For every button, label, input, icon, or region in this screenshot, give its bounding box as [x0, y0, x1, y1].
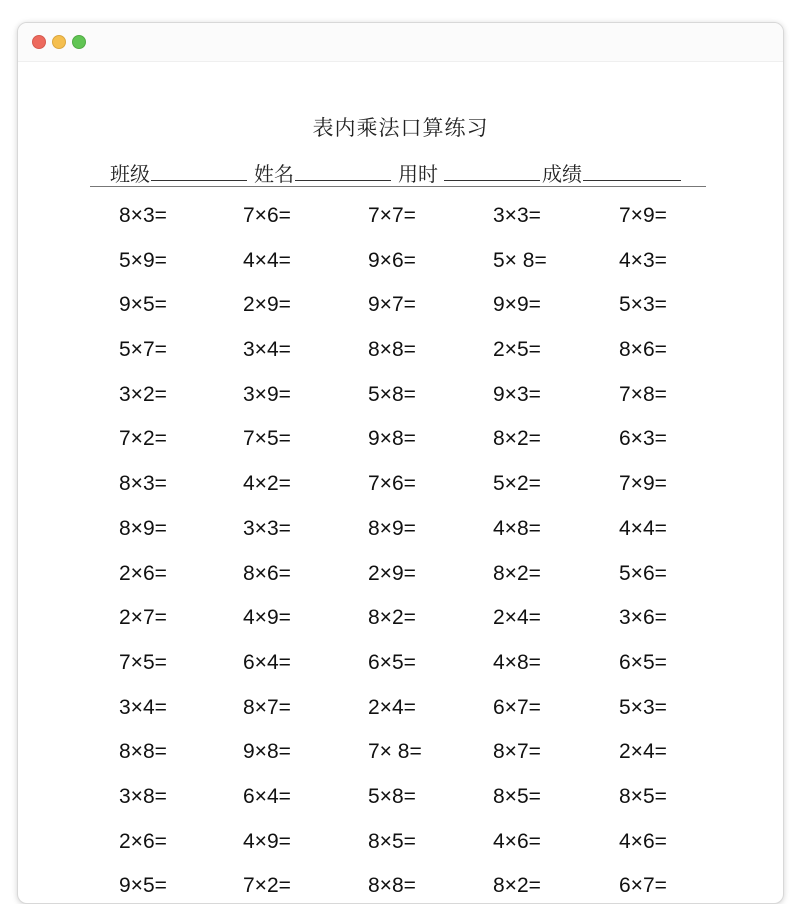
problem-cell: 2×6= [119, 829, 167, 853]
score-blank[interactable] [583, 160, 681, 181]
problem-cell: 4×2= [243, 472, 291, 496]
problem-cell: 3×3= [493, 204, 541, 227]
problem-cell: 2×4= [619, 740, 667, 764]
problem-cell: 7×8= [619, 382, 667, 406]
problem-cell: 8×2= [493, 874, 541, 898]
problem-row [18, 201, 783, 246]
problem-cell: 7×5= [119, 650, 167, 674]
name-field [254, 158, 391, 187]
problem-cell: 8×5= [493, 784, 541, 808]
problem-cell: 8×5= [368, 829, 416, 853]
problem-cell: 5×8= [368, 382, 416, 406]
problem-cell: 2×4= [493, 606, 541, 630]
problem-cell: 4×8= [493, 650, 541, 674]
problem-cell: 2×5= [493, 338, 541, 362]
problem-cell: 5× 8= [493, 248, 547, 272]
problem-cell: 8×2= [493, 427, 541, 451]
problem-cell: 8×9= [368, 516, 416, 540]
problem-row [18, 782, 783, 827]
problem-row [18, 648, 783, 693]
problem-cell: 9×8= [368, 427, 416, 451]
name-blank[interactable] [295, 160, 391, 181]
problem-cell: 5×6= [619, 561, 667, 585]
problem-cell: 7×2= [119, 427, 167, 451]
worksheet-title: 表内乘法口算练习 [312, 116, 489, 140]
problem-cell: 4×4= [619, 516, 667, 540]
maximize-icon[interactable] [72, 35, 86, 49]
problem-row [18, 424, 783, 469]
problem-cell: 6×4= [243, 784, 291, 808]
class-blank[interactable] [151, 160, 247, 181]
problem-cell: 4×6= [493, 829, 541, 853]
problem-row [18, 871, 783, 904]
close-icon[interactable] [32, 35, 46, 49]
minimize-icon[interactable] [52, 35, 66, 49]
problem-cell: 4×6= [619, 829, 667, 853]
time-label: 用时 [398, 162, 438, 186]
problem-row [18, 827, 783, 872]
problem-cell: 2×6= [119, 561, 167, 585]
problem-cell: 5×3= [619, 293, 667, 317]
problem-cell: 8×2= [493, 561, 541, 585]
problem-cell: 7×7= [368, 204, 416, 227]
time-field [398, 158, 540, 187]
problem-cell: 3×9= [243, 382, 291, 406]
problem-cell: 5×9= [119, 248, 167, 272]
problem-cell: 3×2= [119, 382, 167, 406]
problem-cell: 8×5= [619, 784, 667, 808]
problem-cell: 9×3= [493, 382, 541, 406]
problem-cell: 6×5= [619, 650, 667, 674]
problem-cell: 8×8= [368, 874, 416, 898]
problem-cell: 9×5= [119, 293, 167, 317]
problem-cell: 3×4= [119, 695, 167, 719]
problem-row [18, 603, 783, 648]
class-label: 班级 [110, 162, 150, 186]
problem-row [18, 380, 783, 425]
problem-row [18, 514, 783, 559]
problem-cell: 8×8= [119, 740, 167, 764]
problem-cell: 6×7= [493, 695, 541, 719]
problem-cell: 8×7= [493, 740, 541, 764]
problem-cell: 5×8= [368, 784, 416, 808]
problem-cell: 4×3= [619, 248, 667, 272]
problem-cell: 8×9= [119, 516, 167, 540]
problem-cell: 4×4= [243, 248, 291, 272]
problem-row [18, 335, 783, 380]
problem-cell: 6×5= [368, 650, 416, 674]
problem-cell: 9×9= [493, 293, 541, 317]
problem-cell: 2×7= [119, 606, 167, 630]
problem-cell: 8×8= [368, 338, 416, 362]
score-label: 成绩 [542, 162, 582, 186]
problem-row [18, 290, 783, 335]
worksheet-page [18, 62, 783, 903]
problem-cell: 7×6= [368, 472, 416, 496]
problem-cell: 8×3= [119, 472, 167, 496]
problem-cell: 8×6= [243, 561, 291, 585]
problem-cell: 5×2= [493, 472, 541, 496]
problem-row [18, 469, 783, 514]
problem-cell: 3×8= [119, 784, 167, 808]
problem-cell: 8×7= [243, 695, 291, 719]
problem-cell: 6×7= [619, 874, 667, 898]
problem-cell: 3×4= [243, 338, 291, 362]
problem-cell: 5×3= [619, 695, 667, 719]
problem-cell: 9×8= [243, 740, 291, 764]
problem-cell: 5×7= [119, 338, 167, 362]
problem-cell: 8×3= [119, 204, 167, 227]
problem-cell: 9×5= [119, 874, 167, 898]
class-field [110, 158, 247, 187]
problem-cell: 7× 8= [368, 740, 422, 764]
problem-row [18, 693, 783, 738]
problem-row [18, 559, 783, 604]
problem-cell: 6×4= [243, 650, 291, 674]
app-window [17, 22, 784, 904]
problem-cell: 7×9= [619, 472, 667, 496]
problem-cell: 7×2= [243, 874, 291, 898]
time-blank[interactable] [444, 160, 540, 181]
problem-cell: 9×6= [368, 248, 416, 272]
problem-cell: 2×9= [368, 561, 416, 585]
problem-cell: 7×5= [243, 427, 291, 451]
problem-row [18, 246, 783, 291]
problem-cell: 9×7= [368, 293, 416, 317]
problem-cell: 4×9= [243, 606, 291, 630]
problem-cell: 6×3= [619, 427, 667, 451]
problem-cell: 2×4= [368, 695, 416, 719]
problem-cell: 7×9= [619, 204, 667, 227]
problem-cell: 4×8= [493, 516, 541, 540]
problem-cell: 4×9= [243, 829, 291, 853]
name-label: 姓名 [254, 162, 294, 186]
score-field [542, 158, 681, 187]
problem-cell: 2×9= [243, 293, 291, 317]
problem-cell: 7×6= [243, 204, 291, 227]
problem-cell: 3×6= [619, 606, 667, 630]
problem-cell: 3×3= [243, 516, 291, 540]
problem-grid [18, 201, 783, 904]
problem-row [18, 737, 783, 782]
problem-cell: 8×2= [368, 606, 416, 630]
title-bar [18, 23, 783, 62]
student-info-row [90, 156, 706, 187]
problem-cell: 8×6= [619, 338, 667, 362]
